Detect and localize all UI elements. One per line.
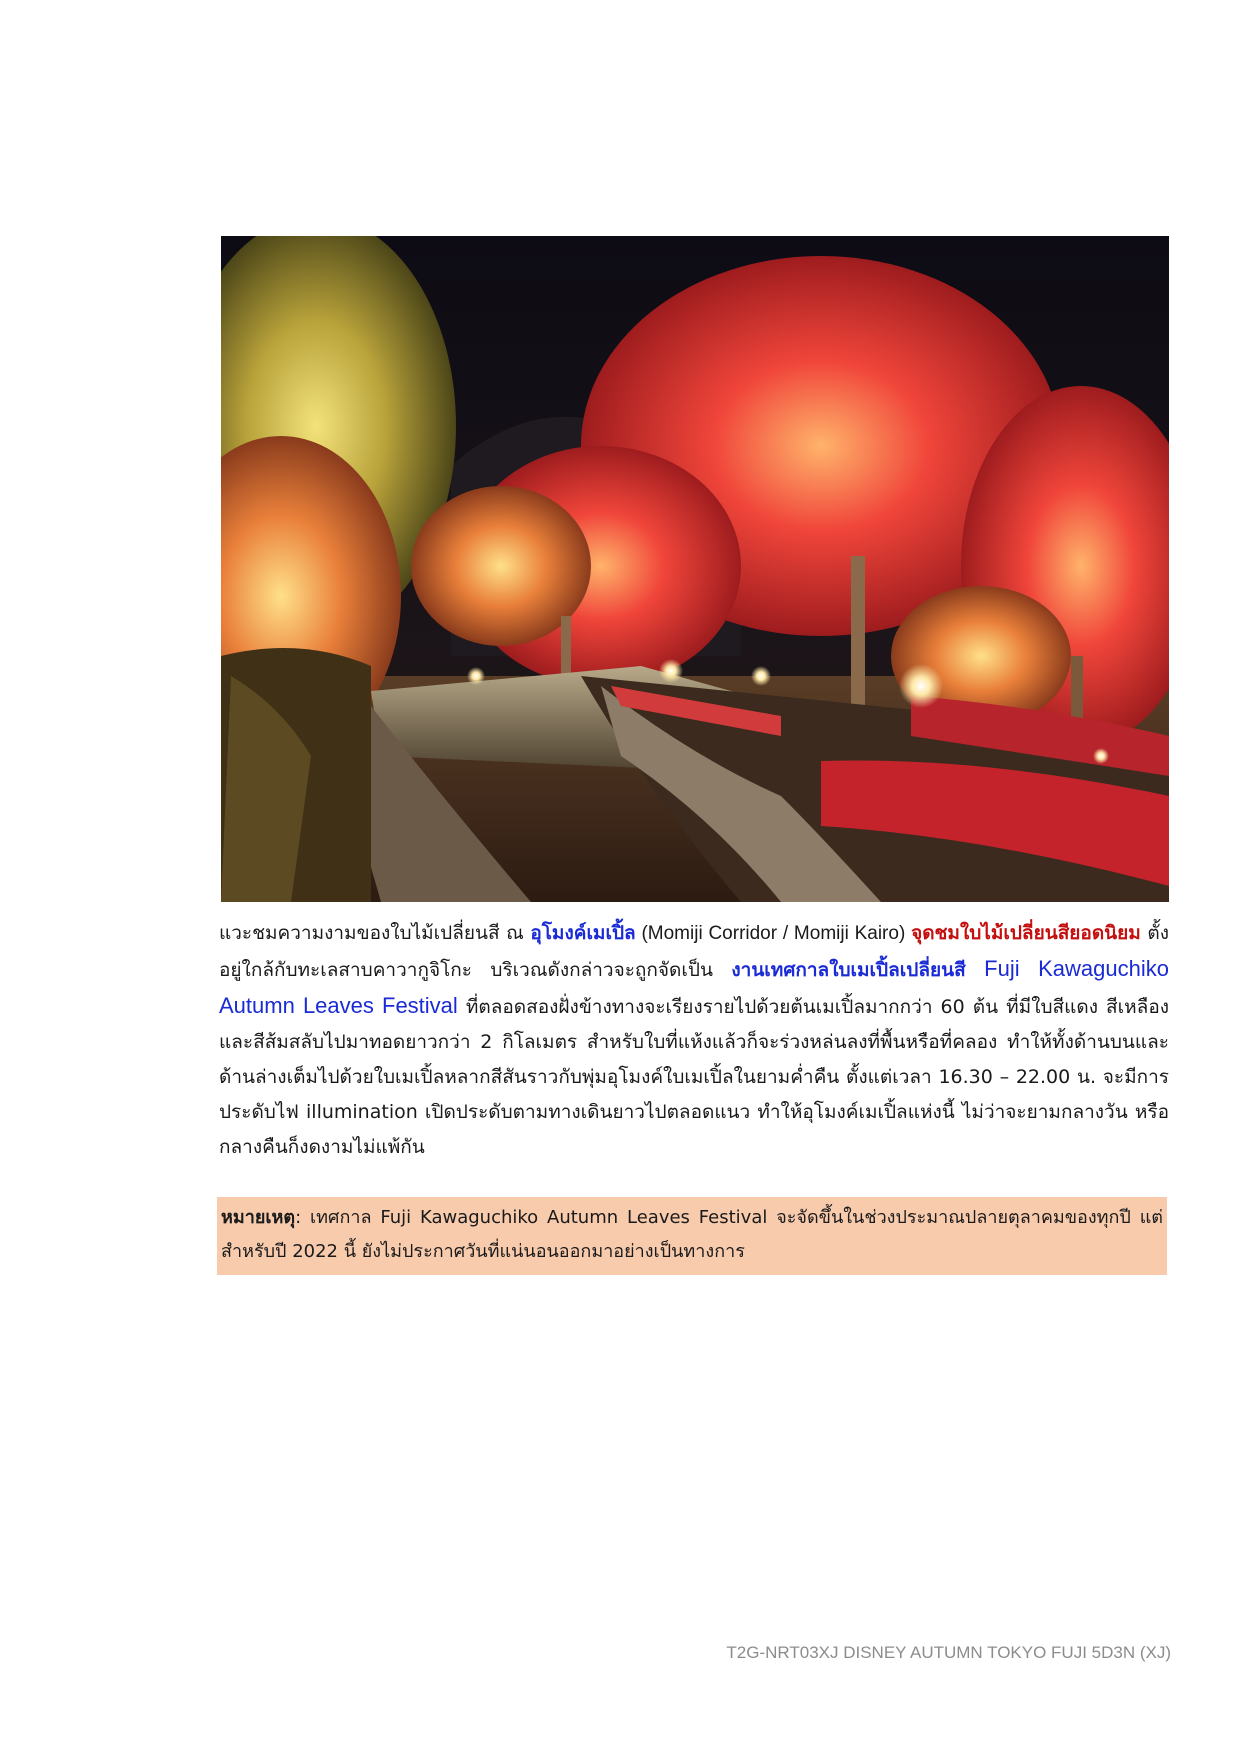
autumn-maple-tunnel-photo (221, 236, 1169, 902)
paragraph-intro: แวะชมความงามของใบไม้เปลี่ยนสี ณ (219, 922, 531, 944)
popular-spot-label: จุดชมใบไม้เปลี่ยนสียอดนิยม (911, 922, 1141, 944)
note-box (217, 1197, 1167, 1275)
note-text: : เทศกาล Fuji Kawaguchiko Autumn Leaves Festival จะจัดขึ้นในช่วงประมาณปลายตุลาคมของทุกปี แต่สำหรับปี 2022 นี้ ยังไม่ประกาศวันที่แน่นอนออกมาอย่างเป็นทางการ (221, 1207, 1163, 1262)
footer-tour-code: T2G-NRT03XJ DISNEY AUTUMN TOKYO FUJI 5D3N (XJ) (726, 1643, 1171, 1662)
paragraph-location: ตั้งอยู่ใกล้กับทะเลสาบคาวากูจิโกะ บริเวณดังกล่าวจะถูกจัดเป็น (219, 922, 1169, 981)
festival-name-english: Fuji Kawaguchiko Autumn Leaves Festival (219, 956, 1169, 1018)
tunnel-name-thai: อุโมงค์เมเปิ้ล (530, 922, 636, 944)
tunnel-name-latin: (Momiji Corridor / Momiji Kairo) (635, 923, 912, 944)
paragraph-body: ที่ตลอดสองฝั่งข้างทางจะเรียงรายไปด้วยต้นเมเปิ้ลมากกว่า 60 ต้น ที่มีใบสีแดง สีเหลือง และสีส้มสลับไปมาทอดยาวกว่า 2 กิโลเมตร สำหรับใบที่แห้งแล้วก็จะร่วงหล่นลงที่พื้นหรือที่คลอง ทำให้ทั้งด้านบนและด้านล่างเต็มไปด้วยใบเมเปิ้ลหลากสีสันราวกับพุ่มอุโมงค์ใบเมเปิ้ลในยามค่ำคืน ตั้งแต่เวลา 16.30 – 22.00 น. จะมีการประดับไฟ illumination เปิดประดับตามทางเดินยาวไปตลอดแนว ทำให้อุโมงค์เมเปิ้ลแห่งนี้ ไม่ว่าจะยามกลางวัน หรือ กลางคืนก็งดงามไม่แพ้กัน (219, 996, 1170, 1158)
festival-name-thai: งานเทศกาลใบเมเปิ้ลเปลี่ยนสี (731, 959, 966, 981)
description-paragraph (219, 916, 1169, 1165)
note-label: หมายเหตุ (221, 1207, 296, 1228)
